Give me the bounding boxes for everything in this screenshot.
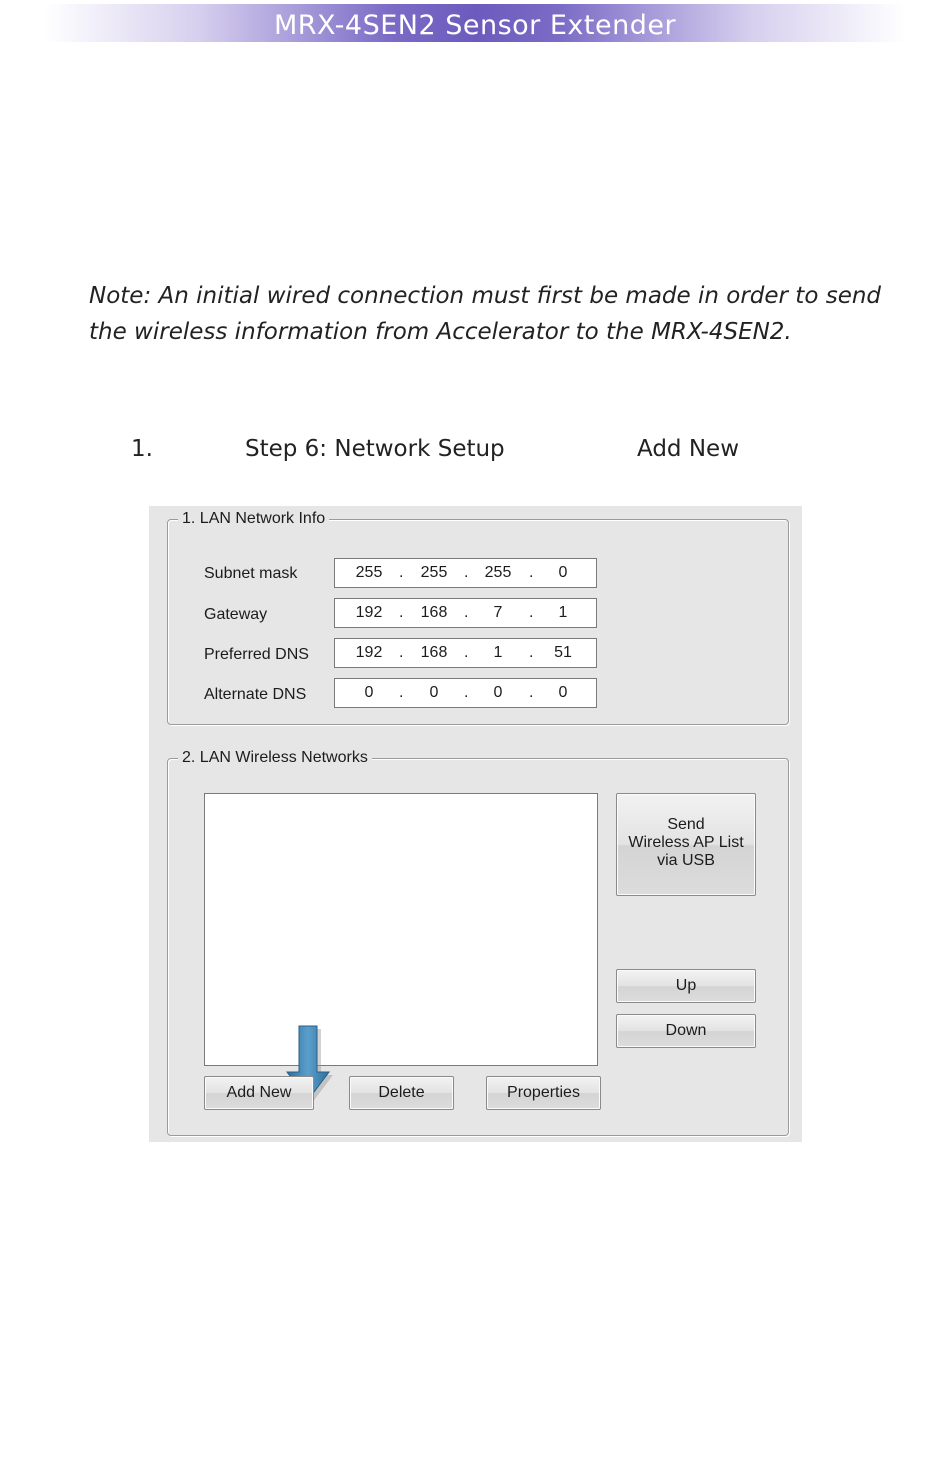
- lan-network-info-legend: 1. LAN Network Info: [178, 510, 329, 528]
- add-new-button[interactable]: Add New: [204, 1076, 314, 1110]
- send-button-line-1: Send: [667, 816, 705, 833]
- ip-octet: 51: [554, 644, 572, 661]
- send-button-line-2: Wireless AP List: [628, 834, 744, 851]
- ip-octet: 255: [420, 564, 448, 581]
- note-line-2: the wireless information from Accelerator to the MRX-4SEN2.: [89, 319, 792, 345]
- send-button-line-3: via USB: [657, 852, 715, 869]
- step-number: 1.: [131, 436, 153, 462]
- preferred-dns-field[interactable]: [334, 638, 597, 668]
- ip-dot: .: [399, 564, 404, 581]
- lan-wireless-networks-group: [167, 749, 789, 1136]
- step-label: Step 6: Network Setup: [245, 436, 505, 462]
- send-wireless-ap-list-button[interactable]: [616, 793, 756, 896]
- ip-octet: 192: [355, 604, 383, 621]
- gateway-label: Gateway: [204, 606, 268, 623]
- ip-octet: 0: [558, 684, 568, 701]
- up-button[interactable]: Up: [616, 969, 756, 1003]
- ip-dot: .: [529, 564, 534, 581]
- note-line-1: Note: An initial wired connection must first be made in order to send: [89, 283, 882, 309]
- note-paragraph: [89, 278, 909, 350]
- ip-octet: 168: [420, 604, 448, 621]
- ip-dot: .: [464, 604, 469, 621]
- ip-octet: 0: [364, 684, 374, 701]
- alternate-dns-field[interactable]: [334, 678, 597, 708]
- down-button[interactable]: Down: [616, 1014, 756, 1048]
- ip-dot: .: [464, 684, 469, 701]
- page-header: [44, 4, 906, 42]
- ip-octet: 168: [420, 644, 448, 661]
- ip-octet: 255: [355, 564, 383, 581]
- subnet-mask-label: Subnet mask: [204, 565, 298, 582]
- step-action: Add New: [637, 436, 740, 462]
- ip-octet: 0: [493, 684, 503, 701]
- preferred-dns-label: Preferred DNS: [204, 646, 309, 663]
- ip-octet: 1: [558, 604, 568, 621]
- lan-network-info-group: [167, 510, 789, 725]
- delete-button[interactable]: Delete: [349, 1076, 454, 1110]
- gateway-field[interactable]: [334, 598, 597, 628]
- ip-dot: .: [399, 604, 404, 621]
- ip-dot: .: [529, 684, 534, 701]
- lan-wireless-networks-legend: 2. LAN Wireless Networks: [178, 749, 372, 767]
- page-title: MRX-4SEN2 Sensor Extender: [273, 10, 677, 41]
- wireless-networks-list[interactable]: [204, 793, 598, 1066]
- alternate-dns-label: Alternate DNS: [204, 686, 307, 703]
- subnet-mask-field[interactable]: [334, 558, 597, 588]
- ip-dot: .: [529, 644, 534, 661]
- ip-dot: .: [529, 604, 534, 621]
- ip-octet: 0: [429, 684, 439, 701]
- network-setup-dialog: [149, 506, 802, 1142]
- ip-octet: 7: [493, 604, 503, 621]
- ip-octet: 0: [558, 564, 568, 581]
- ip-dot: .: [464, 644, 469, 661]
- properties-button[interactable]: Properties: [486, 1076, 601, 1110]
- ip-octet: 255: [484, 564, 512, 581]
- ip-octet: 1: [493, 644, 503, 661]
- ip-octet: 192: [355, 644, 383, 661]
- ip-dot: .: [399, 644, 404, 661]
- ip-dot: .: [399, 684, 404, 701]
- ip-dot: .: [464, 564, 469, 581]
